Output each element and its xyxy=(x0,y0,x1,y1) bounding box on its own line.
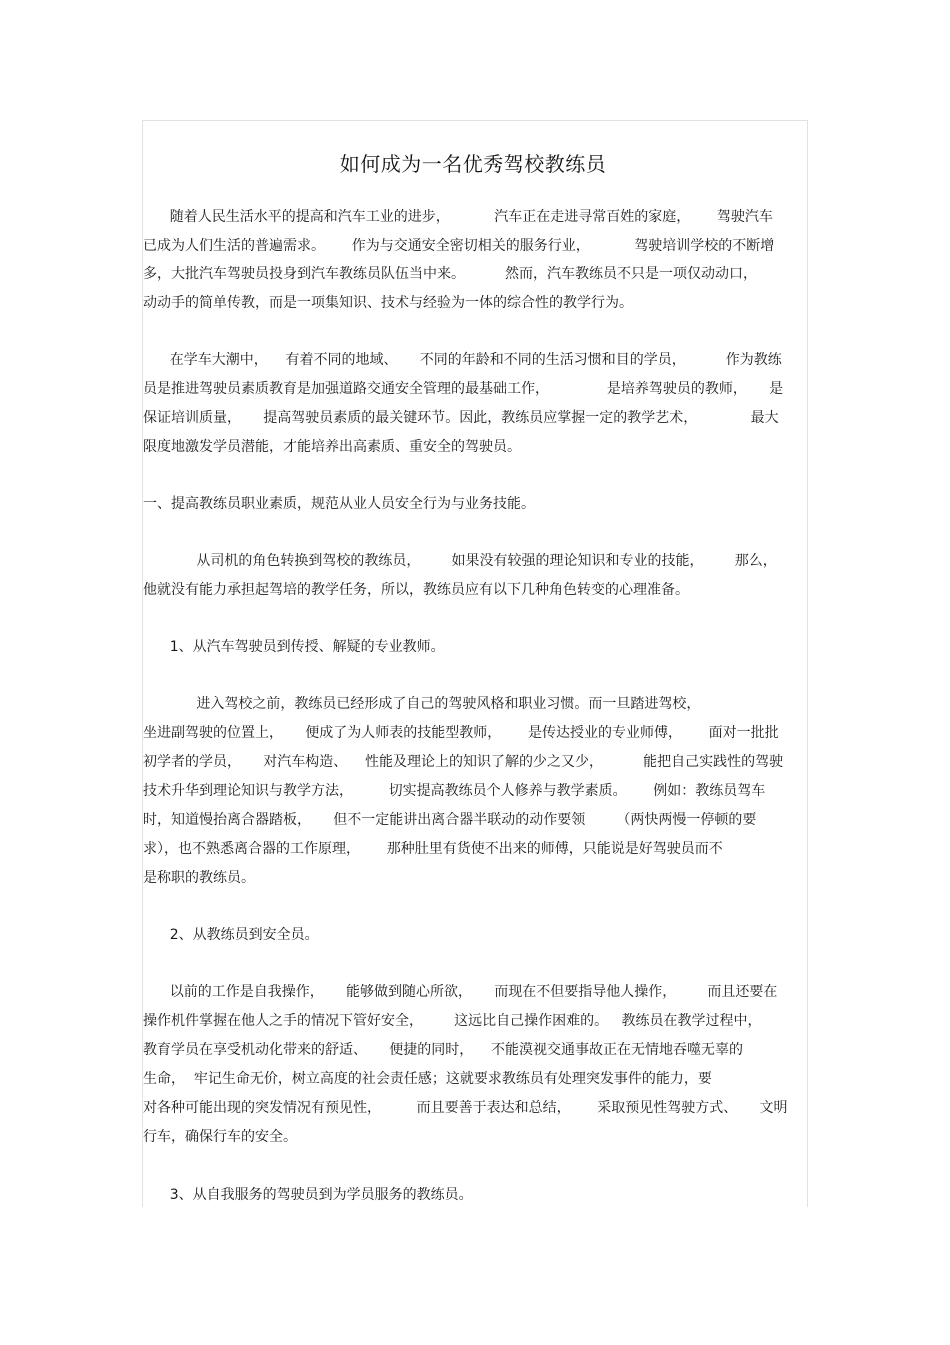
subsection-heading: 1、从汽车驾驶员到传授、解疑的专业教师。 xyxy=(143,639,445,655)
paragraph-line: 随着人民生活水平的提高和汽车工业的进步， 汽车正在走进寻常百姓的家庭， 驾驶汽车 xyxy=(143,209,773,225)
paragraph-line: 他就没有能力承担起驾培的教学任务，所以，教练员应有以下几种角色转变的心理准备。 xyxy=(143,582,689,598)
paragraph-line: 多，大批汽车驾驶员投身到汽车教练员队伍当中来。 然而，汽车教练员不只是一项仅动动口， xyxy=(143,266,758,282)
paragraph-line: 动动手的简单传教，而是一项集知识、技术与经验为一体的综合性的教学行为。 xyxy=(143,295,633,311)
section-heading: 一、提高教练员职业素质，规范从业人员安全行为与业务技能。 xyxy=(143,496,535,512)
paragraph-line: 是称职的教练员。 xyxy=(143,870,255,886)
paragraph-line: 限度地激发学员潜能，才能培养出高素质、重安全的驾驶员。 xyxy=(143,439,521,455)
paragraph-line: 进入驾校之前，教练员已经形成了自己的驾驶风格和职业习惯。而一旦踏进驾校， xyxy=(143,696,701,712)
paragraph-line: 坐进副驾驶的位置上， 便成了为人师表的技能型教师， 是传达授业的专业师傅， 面对一批批 xyxy=(143,725,779,741)
paragraph-line: 从司机的角色转换到驾校的教练员， 如果没有较强的理论知识和专业的技能， 那么， xyxy=(143,553,777,569)
paragraph-line: 生命， 牢记生命无价，树立高度的社会责任感；这就要求教练员有处理突发事件的能力，要 xyxy=(143,1071,712,1087)
document-title: 如何成为一名优秀驾校教练员 xyxy=(339,152,607,176)
paragraph-line: 对各种可能出现的突发情况有预见性， 而且要善于表达和总结， 采取预见性驾驶方式、 文明 xyxy=(143,1100,788,1116)
paragraph-line: 教育学员在享受机动化带来的舒适、 便捷的同时， 不能漠视交通事故正在无情地吞噬无辜的 xyxy=(143,1042,744,1058)
paragraph-line: 初学者的学员， 对汽车构造、 性能及理论上的知识了解的少之又少， 能把自己实践性的驾驶 xyxy=(143,754,784,770)
paragraph-line: 技术升华到理论知识与教学方法， 切实提高教练员个人修养与教学素质。 例如：教练员驾车 xyxy=(143,783,766,799)
paragraph-line: 员是推进驾驶员素质教育是加强道路交通安全管理的最基础工作， 是培养驾驶员的教师， 是 xyxy=(143,381,784,397)
paragraph-line: 行车，确保行车的安全。 xyxy=(143,1129,297,1145)
paragraph-line: 以前的工作是自我操作， 能够做到随心所欲， 而现在不但要指导他人操作， 而且还要在 xyxy=(143,984,778,1000)
paragraph-line: 时，知道慢抬离合器踏板， 但不一定能讲出离合器半联动的动作要领 （两快两慢一停顿的要 xyxy=(143,812,757,828)
subsection-heading: 2、从教练员到安全员。 xyxy=(143,927,319,943)
paragraph-line: 已成为人们生活的普遍需求。 作为与交通安全密切相关的服务行业， 驾驶培训学校的不断增 xyxy=(143,238,775,254)
paragraph-line: 操作机件掌握在他人之手的情况下管好安全， 这远比自己操作困难的。 教练员在教学过程中， xyxy=(143,1013,762,1029)
paragraph-line: 保证培训质量， 提高驾驶员素质的最关键环节。因此，教练员应掌握一定的教学艺术， 最大 xyxy=(143,410,779,426)
subsection-heading: 3、从自我服务的驾驶员到为学员服务的教练员。 xyxy=(143,1187,473,1203)
paragraph-line: 在学车大潮中， 有着不同的地域、 不同的年龄和不同的生活习惯和目的学员， 作为教练 xyxy=(143,352,782,368)
paragraph-line: 求），也不熟悉离合器的工作原理， 那种肚里有货使不出来的师傅，只能说是好驾驶员而不 xyxy=(143,841,723,857)
